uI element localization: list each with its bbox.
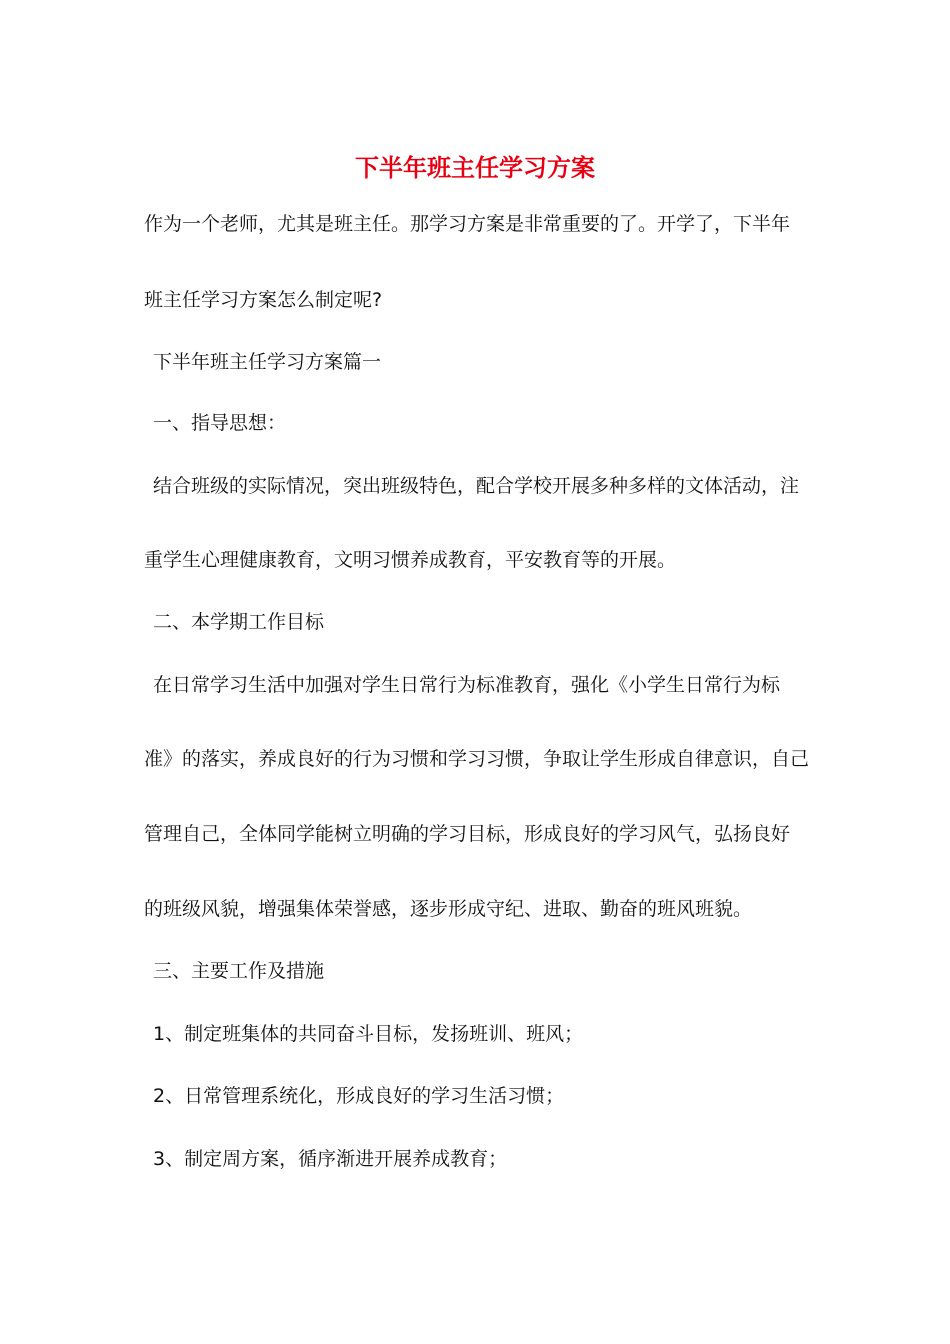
paragraph-line: 管理自己，全体同学能树立明确的学习目标，形成良好的学习风气，弘扬良好 [144,823,791,845]
section-heading: 下半年班主任学习方案篇一 [153,351,382,373]
paragraph-line: 作为一个老师，尤其是班主任。那学习方案是非常重要的了。开学了，下半年 [144,213,791,235]
list-item: 1、制定班集体的共同奋斗目标，发扬班训、班风； [153,1023,584,1045]
paragraph-line: 结合班级的实际情况，突出班级特色，配合学校开展多种多样的文体活动，注 [153,475,800,497]
paragraph-line: 班主任学习方案怎么制定呢? [144,289,383,311]
paragraph-line: 准》的落实，养成良好的行为习惯和学习习惯，争取让学生形成自律意识，自己 [144,748,810,770]
paragraph-line: 重学生心理健康教育，文明习惯养成教育，平安教育等的开展。 [144,549,677,571]
section-heading: 三、主要工作及措施 [153,960,325,982]
section-heading: 二、本学期工作目标 [153,611,325,633]
paragraph-line: 的班级风貌，增强集体荣誉感，逐步形成守纪、进取、勤奋的班风班貌。 [144,898,753,920]
document-title: 下半年班主任学习方案 [355,153,595,182]
list-item: 2、日常管理系统化，形成良好的学习生活习惯； [153,1085,565,1107]
list-item: 3、制定周方案，循序渐进开展养成教育； [153,1148,508,1170]
paragraph-line: 在日常学习生活中加强对学生日常行为标准教育，强化《小学生日常行为标 [153,674,781,696]
section-heading: 一、指导思想： [153,412,287,434]
